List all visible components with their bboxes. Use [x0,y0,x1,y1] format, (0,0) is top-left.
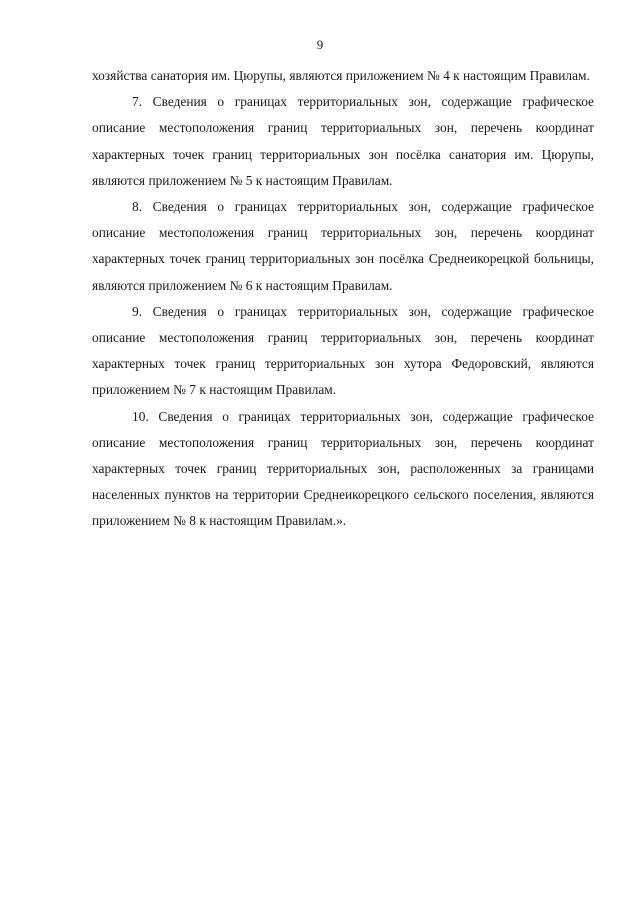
paragraph-item-9: 9. Сведения о границах территориальных зон, содержащие графическое описание местоположения границ территориальных зон, перечень координат характерных точек границ территориальных зон хутора Федоровский, являются приложением № 7 к настоящим Правилам. [92,303,594,398]
paragraph-item-7: 7. Сведения о границах территориальных зон, содержащие графическое описание местоположения границ территориальных зон, перечень координат характерных точек границ территориальных зон посёлка санатория им. Цюрупы, являются приложением № 5 к настоящим Правилам. [92,94,594,188]
document-body [92,63,594,535]
paragraph-item-10: 10. Сведения о границах территориальных зон, содержащие графическое описание местоположения границ территориальных зон, перечень координат характерных точек границ территориальных зон, расположенных за границами населенных пунктов на территории Среднеикорецкого сельского поселения, являются приложением № 8 к настоящим Правилам.». [92,408,594,529]
paragraph-continuation: хозяйства санатория им. Цюрупы, являются приложением № 4 к настоящим Правилам. [92,68,590,83]
page-number: 9 [316,37,324,52]
paragraph-item-8: 8. Сведения о границах территориальных зон, содержащие графическое описание местоположения границ территориальных зон, перечень координат характерных точек границ территориальных зон посёлка Среднеикорецкой больницы, являются приложением № 6 к настоящим Правилам. [92,199,594,293]
